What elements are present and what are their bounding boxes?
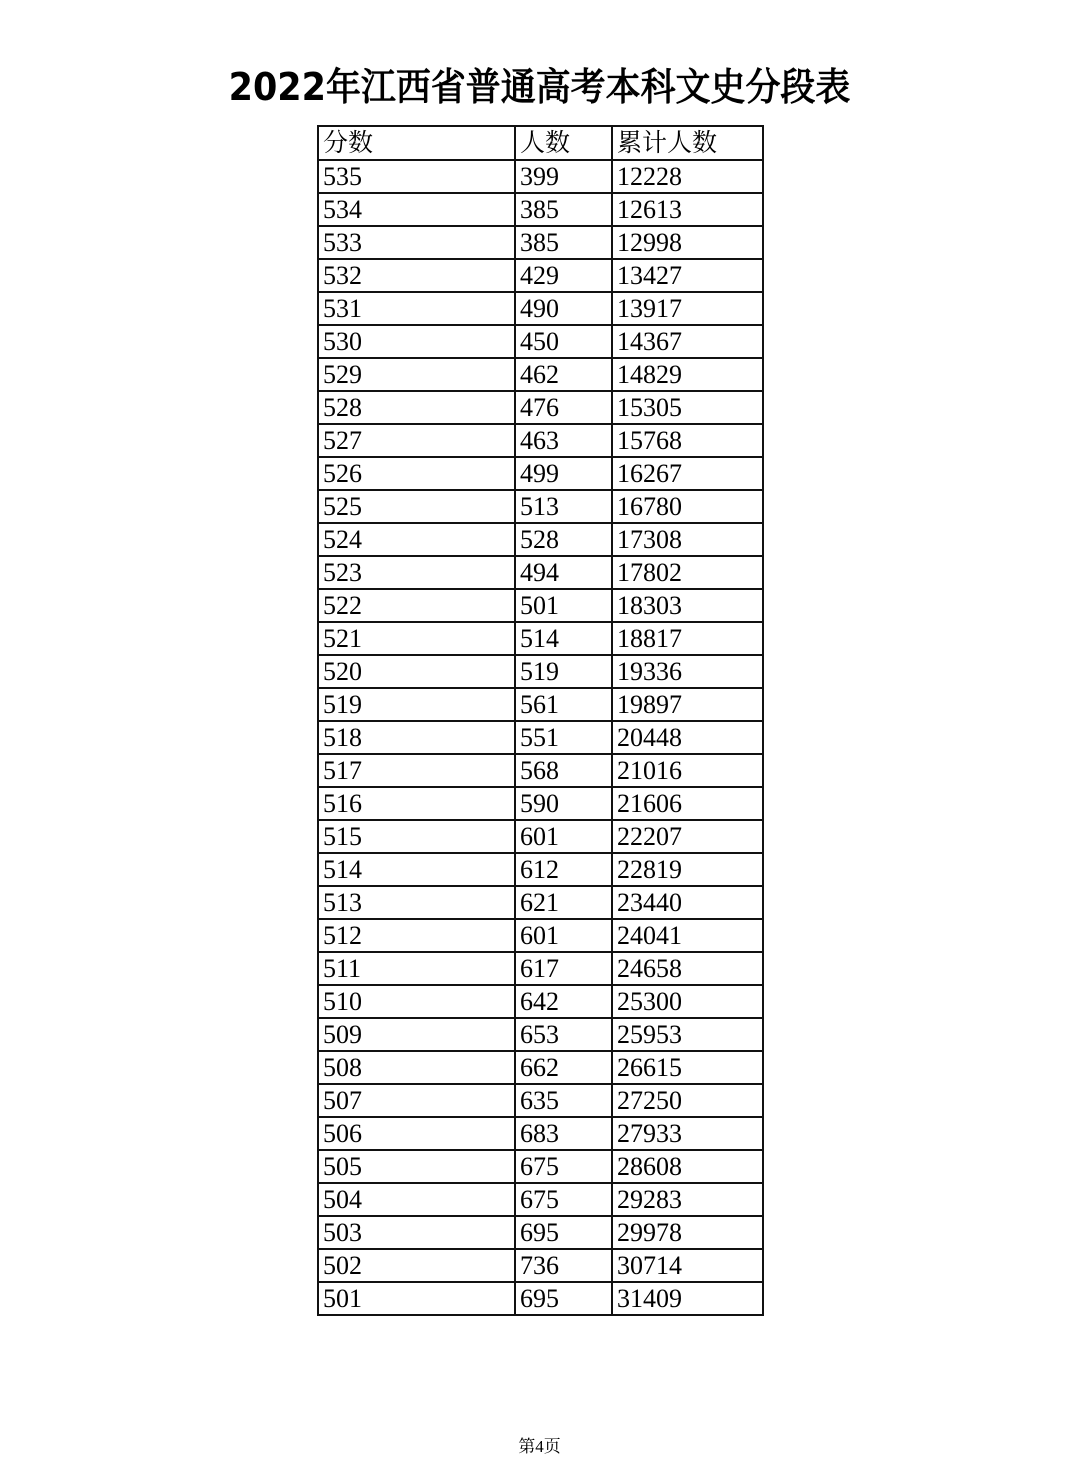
cell-score: 515	[318, 820, 515, 853]
page-number: 第4页	[518, 1437, 561, 1456]
table-row	[318, 1018, 763, 1051]
cell-count: 590	[515, 787, 612, 820]
cell-cumulative: 14367	[612, 325, 763, 358]
cell-cumulative: 21606	[612, 787, 763, 820]
cell-count: 695	[515, 1282, 612, 1315]
cell-count: 621	[515, 886, 612, 919]
cell-cumulative: 29978	[612, 1216, 763, 1249]
table-row	[318, 1216, 763, 1249]
table-row	[318, 424, 763, 457]
cell-cumulative: 27250	[612, 1084, 763, 1117]
cell-cumulative: 25300	[612, 985, 763, 1018]
table-row	[318, 622, 763, 655]
table-row	[318, 754, 763, 787]
cell-score: 530	[318, 325, 515, 358]
cell-score: 508	[318, 1051, 515, 1084]
cell-count: 462	[515, 358, 612, 391]
cell-score: 525	[318, 490, 515, 523]
cell-cumulative: 19336	[612, 655, 763, 688]
cell-count: 683	[515, 1117, 612, 1150]
cell-count: 736	[515, 1249, 612, 1282]
cell-score: 517	[318, 754, 515, 787]
cell-count: 675	[515, 1150, 612, 1183]
cell-cumulative: 29283	[612, 1183, 763, 1216]
cell-cumulative: 18817	[612, 622, 763, 655]
table-row	[318, 655, 763, 688]
cell-score: 532	[318, 259, 515, 292]
cell-cumulative: 24658	[612, 952, 763, 985]
cell-score: 520	[318, 655, 515, 688]
cell-count: 617	[515, 952, 612, 985]
header-cumulative: 累计人数	[612, 126, 763, 160]
table-row	[318, 1051, 763, 1084]
table-body	[318, 160, 763, 1315]
table-row	[318, 490, 763, 523]
table-row	[318, 952, 763, 985]
table-row	[318, 556, 763, 589]
cell-score: 509	[318, 1018, 515, 1051]
cell-score: 523	[318, 556, 515, 589]
cell-score: 518	[318, 721, 515, 754]
cell-score: 516	[318, 787, 515, 820]
cell-count: 463	[515, 424, 612, 457]
table-row	[318, 688, 763, 721]
cell-score: 529	[318, 358, 515, 391]
score-distribution-table	[317, 125, 764, 1316]
cell-score: 511	[318, 952, 515, 985]
cell-score: 505	[318, 1150, 515, 1183]
table-row	[318, 292, 763, 325]
cell-count: 612	[515, 853, 612, 886]
table-row	[318, 1183, 763, 1216]
table-row	[318, 160, 763, 193]
cell-cumulative: 27933	[612, 1117, 763, 1150]
cell-cumulative: 17308	[612, 523, 763, 556]
cell-count: 653	[515, 1018, 612, 1051]
cell-cumulative: 22207	[612, 820, 763, 853]
cell-cumulative: 13427	[612, 259, 763, 292]
cell-count: 513	[515, 490, 612, 523]
table-row	[318, 1282, 763, 1315]
cell-count: 385	[515, 193, 612, 226]
cell-count: 476	[515, 391, 612, 424]
cell-count: 662	[515, 1051, 612, 1084]
cell-count: 642	[515, 985, 612, 1018]
cell-cumulative: 20448	[612, 721, 763, 754]
cell-count: 494	[515, 556, 612, 589]
cell-cumulative: 23440	[612, 886, 763, 919]
cell-score: 501	[318, 1282, 515, 1315]
cell-score: 534	[318, 193, 515, 226]
cell-cumulative: 14829	[612, 358, 763, 391]
table-row	[318, 886, 763, 919]
cell-count: 385	[515, 226, 612, 259]
cell-cumulative: 16267	[612, 457, 763, 490]
table-header-row	[318, 126, 763, 160]
cell-score: 531	[318, 292, 515, 325]
cell-count: 601	[515, 919, 612, 952]
cell-score: 524	[318, 523, 515, 556]
cell-score: 527	[318, 424, 515, 457]
cell-count: 450	[515, 325, 612, 358]
cell-count: 695	[515, 1216, 612, 1249]
table-row	[318, 721, 763, 754]
cell-count: 528	[515, 523, 612, 556]
page-title: 2022年江西省普通高考本科文史分段表	[228, 65, 851, 109]
cell-count: 601	[515, 820, 612, 853]
cell-cumulative: 15305	[612, 391, 763, 424]
cell-score: 522	[318, 589, 515, 622]
table-row	[318, 457, 763, 490]
cell-score: 528	[318, 391, 515, 424]
cell-cumulative: 17802	[612, 556, 763, 589]
table-row	[318, 1249, 763, 1282]
cell-score: 506	[318, 1117, 515, 1150]
cell-cumulative: 30714	[612, 1249, 763, 1282]
cell-cumulative: 24041	[612, 919, 763, 952]
cell-count: 429	[515, 259, 612, 292]
header-count: 人数	[515, 126, 612, 160]
cell-score: 503	[318, 1216, 515, 1249]
cell-score: 521	[318, 622, 515, 655]
cell-score: 519	[318, 688, 515, 721]
cell-cumulative: 22819	[612, 853, 763, 886]
table-row	[318, 259, 763, 292]
table-row	[318, 589, 763, 622]
cell-count: 675	[515, 1183, 612, 1216]
header-score: 分数	[318, 126, 515, 160]
table-row	[318, 226, 763, 259]
table-row	[318, 1150, 763, 1183]
table-row	[318, 358, 763, 391]
cell-score: 514	[318, 853, 515, 886]
cell-count: 499	[515, 457, 612, 490]
cell-count: 568	[515, 754, 612, 787]
cell-score: 512	[318, 919, 515, 952]
cell-cumulative: 18303	[612, 589, 763, 622]
cell-score: 504	[318, 1183, 515, 1216]
cell-count: 551	[515, 721, 612, 754]
table-row	[318, 853, 763, 886]
cell-cumulative: 19897	[612, 688, 763, 721]
cell-cumulative: 12613	[612, 193, 763, 226]
table-row	[318, 1117, 763, 1150]
table-row	[318, 325, 763, 358]
cell-count: 501	[515, 589, 612, 622]
cell-cumulative: 26615	[612, 1051, 763, 1084]
cell-score: 533	[318, 226, 515, 259]
cell-cumulative: 12228	[612, 160, 763, 193]
cell-score: 535	[318, 160, 515, 193]
cell-cumulative: 13917	[612, 292, 763, 325]
cell-cumulative: 12998	[612, 226, 763, 259]
table-row	[318, 820, 763, 853]
cell-score: 502	[318, 1249, 515, 1282]
cell-score: 507	[318, 1084, 515, 1117]
cell-cumulative: 25953	[612, 1018, 763, 1051]
cell-cumulative: 28608	[612, 1150, 763, 1183]
cell-cumulative: 15768	[612, 424, 763, 457]
cell-score: 510	[318, 985, 515, 1018]
cell-cumulative: 21016	[612, 754, 763, 787]
cell-cumulative: 31409	[612, 1282, 763, 1315]
cell-count: 519	[515, 655, 612, 688]
cell-count: 399	[515, 160, 612, 193]
table-row	[318, 1084, 763, 1117]
cell-count: 490	[515, 292, 612, 325]
cell-score: 526	[318, 457, 515, 490]
cell-count: 561	[515, 688, 612, 721]
table-row	[318, 985, 763, 1018]
table-row	[318, 523, 763, 556]
table-row	[318, 787, 763, 820]
table-row	[318, 391, 763, 424]
cell-count: 635	[515, 1084, 612, 1117]
cell-cumulative: 16780	[612, 490, 763, 523]
table-row	[318, 193, 763, 226]
cell-count: 514	[515, 622, 612, 655]
table-row	[318, 919, 763, 952]
cell-score: 513	[318, 886, 515, 919]
